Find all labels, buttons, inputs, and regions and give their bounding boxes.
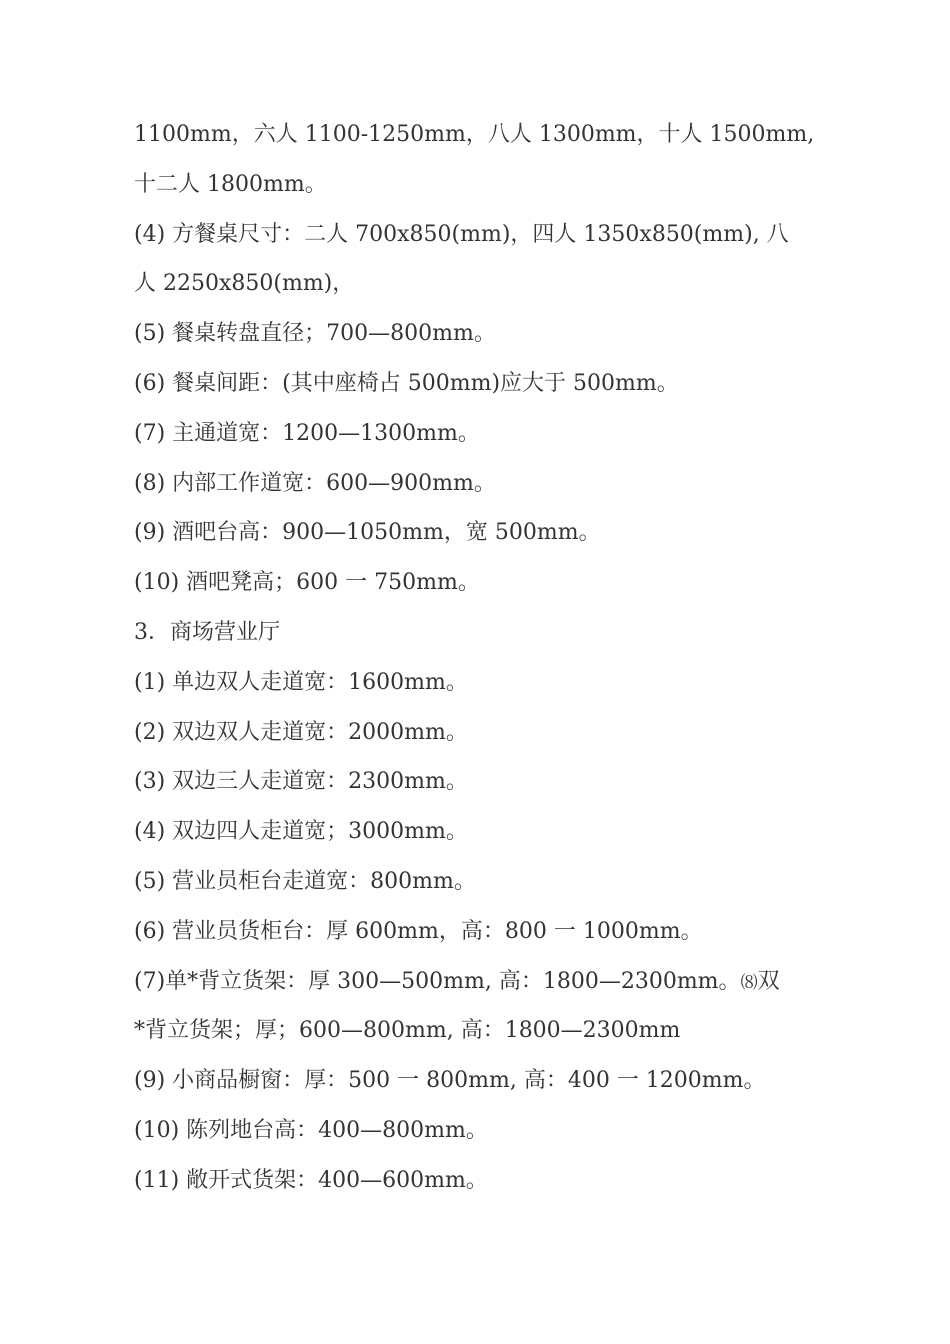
text-line: (2) 双边双人走道宽：2000mm。 — [134, 719, 468, 745]
text-line: 十二人 1800mm。 — [134, 171, 327, 197]
text-line: (6) 营业员货柜台：厚 600mm，高：800 一 1000mm。 — [134, 918, 703, 944]
text-segment: (7)单*背立货架：厚 300—500mm, 高：1800—2300mm。 — [134, 968, 741, 994]
text-line: (5) 餐桌转盘直径；700—800mm。 — [134, 321, 496, 347]
text-line: (10) 酒吧凳高；600 一 750mm。 — [134, 570, 480, 596]
text-segment: 双 — [757, 968, 780, 994]
text-line: (5) 营业员柜台走道宽：800mm。 — [134, 868, 476, 894]
text-line: 1100mm，六人 1100-1250mm，八人 1300mm，十人 1500mm, — [134, 122, 815, 147]
text-line: *背立货架；厚；600—800mm, 高：1800—2300mm — [134, 1018, 681, 1044]
text-line — [134, 957, 824, 1007]
text-line: (6) 餐桌间距：(其中座椅占 500mm)应大于 500mm。 — [134, 370, 679, 396]
text-line: (10) 陈列地台高：400—800mm。 — [134, 1117, 488, 1143]
section-heading: 3．商场营业厅 — [134, 619, 280, 645]
document-body — [134, 110, 824, 1206]
text-line: (11) 敞开式货架：400—600mm。 — [134, 1167, 488, 1193]
text-line: (1) 单边双人走道宽：1600mm。 — [134, 669, 468, 695]
text-line: 人 2250x850(mm)， — [134, 271, 355, 297]
text-line: (7) 主通道宽：1200—1300mm。 — [134, 420, 480, 446]
text-line: (8) 内部工作道宽：600—900mm。 — [134, 470, 496, 496]
text-line: (4) 双边四人走道宽；3000mm。 — [134, 819, 468, 845]
text-line: (3) 双边三人走道宽：2300mm。 — [134, 769, 468, 795]
text-line: (9) 酒吧台高：900—1050mm，宽 500mm。 — [134, 520, 601, 546]
text-line: (4) 方餐桌尺寸：二人 700x850(mm)，四人 1350x850(mm), 八 — [134, 221, 789, 247]
text-line: (9) 小商品橱窗：厚：500 一 800mm, 高：400 一 1200mm。 — [134, 1068, 766, 1094]
parenthesized-number: ⑻ — [740, 972, 758, 993]
